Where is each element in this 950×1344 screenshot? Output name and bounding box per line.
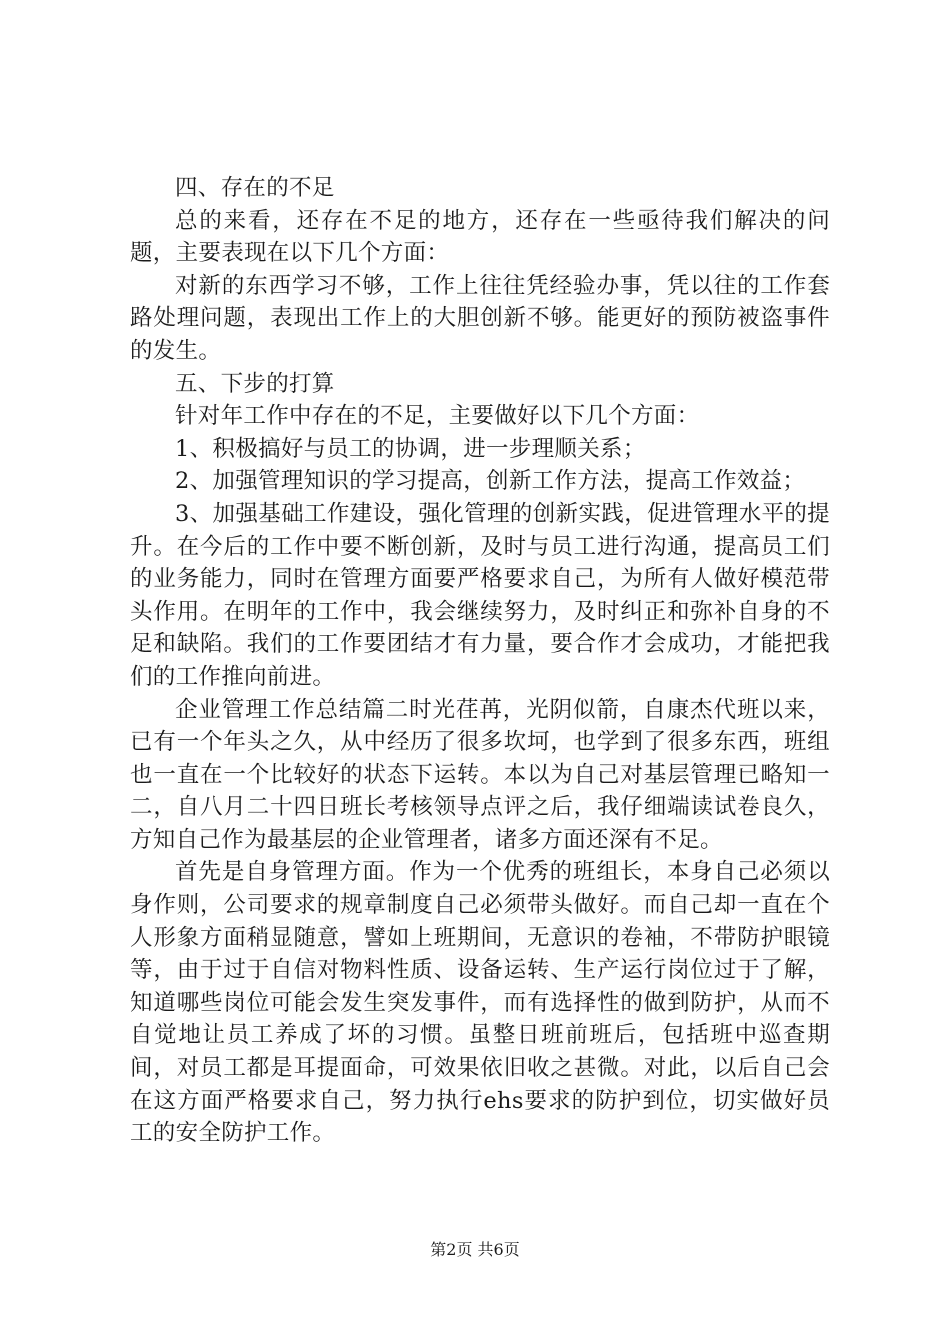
paragraph-summary: 总的来看，还存在不足的地方，还存在一些亟待我们解决的问题，主要表现在以下几个方面： — [130, 207, 830, 267]
list-item-2: 2、加强管理知识的学习提高，创新工作方法，提高工作效益； — [175, 468, 806, 495]
list-item-1: 1、积极搞好与员工的协调，进一步理顺关系； — [175, 435, 646, 462]
paragraph-summary-part-two: 企业管理工作总结篇二时光荏苒，光阴似箭，自康杰代班以来，已有一个年头之久，从中经历了很多坎坷，也学到了很多东西，班组也一直在一个比较好的状态下运转。本以为自己对基层管理已略知一二，自八月二十四日班长考核领导点评之后，我仔细端读试卷良久，方知自己作为最基层的企业管理者，诸多方面还深有不足。 — [130, 696, 830, 853]
page-number-footer: 第2页 共6页 — [430, 1240, 520, 1259]
paragraph-self-management: 首先是自身管理方面。作为一个优秀的班组长，本身自己必须以身作则，公司要求的规章制度自己必须带头做好。而自己却一直在个人形象方面稍显随意，譬如上班期间，无意识的卷袖，不带防护眼镜等，由于过于自信对物料性质、设备运转、生产运行岗位过于了解，知道哪些岗位可能会发生突发事件，而有选择性的做到防护，从而不自觉地让员工养成了坏的习惯。虽整日班前班后，包括班中巡查期间，对员工都是耳提面命，可效果依旧收之甚微。对此，以后自己会在这方面严格要求自己，努力执行ehs要求的防护到位，切实做好员工的安全防护工作。 — [130, 859, 830, 1147]
paragraph-learning: 对新的东西学习不够，工作上往往凭经验办事，凭以往的工作套路处理问题，表现出工作上的大胆创新不够。能更好的预防被盗事件的发生。 — [130, 272, 830, 364]
section-heading-next-steps: 五、下步的打算 — [175, 370, 335, 397]
list-item-3: 3、加强基础工作建设，强化管理的创新实践，促进管理水平的提升。在今后的工作中要不断创新，及时与员工进行沟通，提高员工们的业务能力，同时在管理方面要严格要求自己，为所有人做好模范带头作用。在明年的工作中，我会继续努力，及时纠正和弥补自身的不足和缺陷。我们的工作要团结才有力量，要合作才会成功，才能把我们的工作推向前进。 — [130, 500, 830, 690]
document-body — [130, 172, 830, 1150]
paragraph-plan-intro: 针对年工作中存在的不足，主要做好以下几个方面： — [175, 403, 700, 430]
section-heading-shortcomings: 四、存在的不足 — [175, 175, 335, 201]
